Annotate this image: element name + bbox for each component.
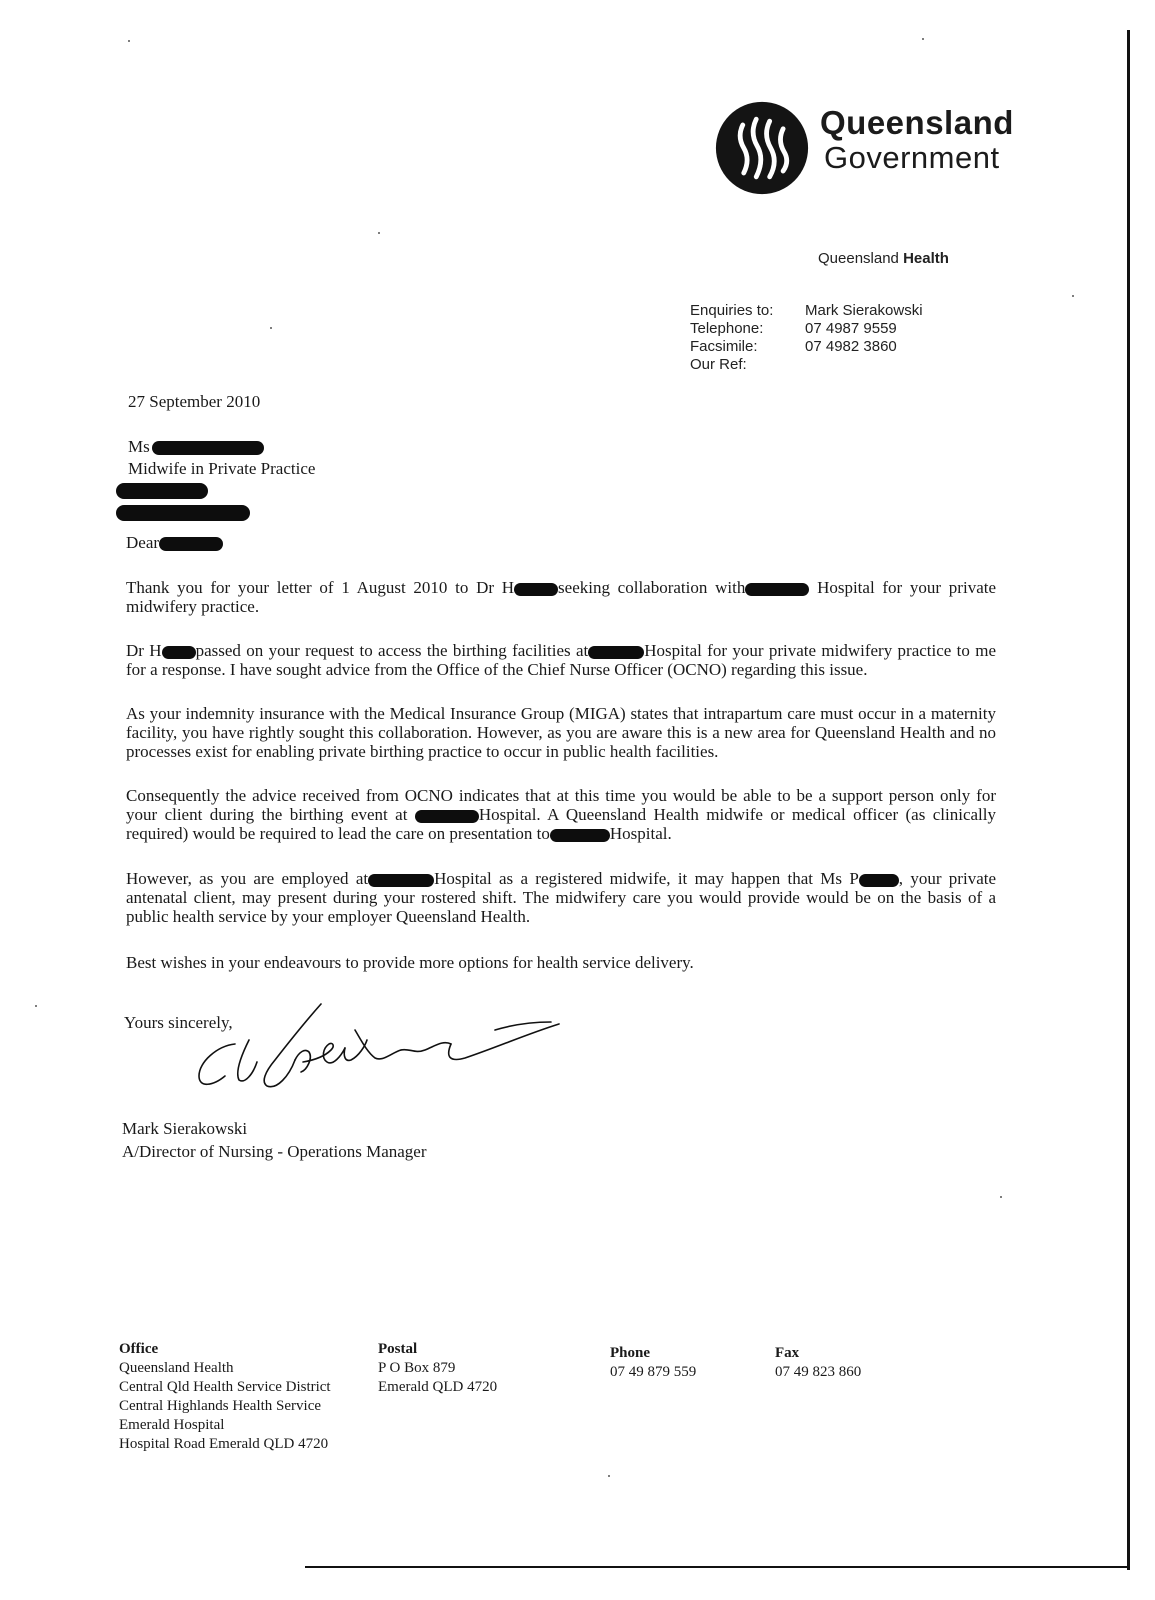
redaction-mark: [116, 505, 250, 521]
logo-wordmark-line2: Government: [824, 140, 1000, 175]
footer-phone-heading: Phone: [610, 1345, 651, 1361]
paragraph-5: [126, 869, 996, 926]
footer-postal: [378, 1340, 497, 1397]
redacted-address-line: [128, 502, 315, 524]
telephone-value: 07 4987 9559: [805, 320, 897, 337]
paragraph-5-text-b: Hospital as a registered midwife, it may happen that Ms P: [434, 869, 859, 888]
scan-speck: [608, 1475, 610, 1477]
paragraph-6-text: Best wishes in your endeavours to provide more options for health service delivery.: [126, 953, 694, 972]
scan-speck: [378, 232, 380, 234]
footer-postal-line: Emerald QLD 4720: [378, 1379, 498, 1395]
scan-speck: [270, 327, 272, 329]
signatory-block: [122, 1117, 427, 1163]
redaction-mark: [550, 829, 610, 842]
footer-postal-heading: Postal: [378, 1341, 418, 1357]
paragraph-1-text-c: Hospital for your private midwifery practice.: [126, 578, 997, 616]
footer-postal-line: P O Box 879: [378, 1360, 456, 1376]
redaction-mark: [159, 537, 223, 551]
recipient-address: [128, 436, 315, 524]
our-ref-label: Our Ref:: [690, 356, 747, 373]
greeting-line: [126, 533, 223, 553]
paragraph-6: [126, 953, 996, 972]
footer-office-line: Queensland Health: [119, 1360, 234, 1376]
department-name: [818, 250, 949, 267]
footer-office-line: Central Highlands Health Service: [119, 1398, 322, 1414]
paragraph-5-text-a: However, as you are employed at: [126, 869, 369, 888]
paragraph-4-text-a: Consequently the advice received from OCNO indicates that at this time you would be able to be a support person only for your client during the birthing event at: [126, 786, 996, 824]
department-prefix: Queensland: [818, 250, 899, 267]
scan-speck: [1000, 1196, 1002, 1198]
recipient-title: Ms: [128, 437, 150, 456]
department-suffix: Health: [903, 250, 949, 267]
queensland-government-logo-icon: [714, 100, 810, 196]
handwritten-signature-icon: [195, 1000, 565, 1115]
redaction-mark: [514, 583, 558, 596]
paragraph-3-text: As your indemnity insurance with the Medical Insurance Group (MIGA) states that intrapartum care must occur in a maternity facility, you have rightly sought this collaboration. However, as you are aware this is a new area for Queensland Health and no processes exist for enabling private birthing practice to occur in public health facilities.: [126, 704, 996, 761]
scan-edge-right: [1127, 30, 1130, 1570]
scan-speck: [35, 1005, 37, 1007]
paragraph-1: [126, 578, 996, 616]
enquiries-row: [690, 302, 923, 320]
enquiries-label: Enquiries to:: [690, 302, 774, 319]
facsimile-row: [690, 338, 923, 356]
redacted-address-line: [128, 480, 315, 502]
recipient-role: Midwife in Private Practice: [128, 459, 316, 478]
scan-edge-bottom: [305, 1566, 1130, 1568]
redaction-mark: [368, 874, 434, 887]
redaction-mark: [162, 646, 196, 659]
footer-office-line: Emerald Hospital: [119, 1417, 225, 1433]
redaction-mark: [859, 874, 899, 887]
footer-office-line: Central Qld Health Service District: [119, 1379, 331, 1395]
telephone-row: [690, 320, 923, 338]
greeting: Dear: [126, 533, 160, 552]
scan-speck: [922, 38, 924, 40]
signatory-title: A/Director of Nursing - Operations Manager: [122, 1142, 427, 1161]
footer-fax-value: 07 49 823 860: [775, 1364, 862, 1380]
footer-fax: [775, 1344, 861, 1382]
redaction-mark: [588, 646, 644, 659]
paragraph-2-text-a: Dr H: [126, 641, 162, 660]
footer-office-line: Hospital Road Emerald QLD 4720: [119, 1436, 329, 1452]
logo-wordmark-line1: Queensland: [820, 104, 1014, 141]
paragraph-4-text-c: Hospital.: [609, 824, 672, 843]
facsimile-label: Facsimile:: [690, 338, 758, 355]
footer-phone: [610, 1344, 696, 1382]
redaction-mark: [152, 441, 264, 455]
paragraph-5-text-c: , your private antenatal client, may present during your rostered shift. The midwifery care you would provide would be on the basis of a public health service by your employer Queensland Health.: [126, 869, 997, 926]
facsimile-value: 07 4982 3860: [805, 338, 897, 355]
scan-speck: [128, 40, 130, 42]
paragraph-2-text-c: Hospital for your private midwifery practice to me for a response. I have sought advice from the Office of the Chief Nurse Officer (OCNO) regarding this issue.: [126, 641, 996, 679]
paragraph-4-text-b: Hospital. A Queensland Health midwife or medical officer (as clinically required) would be required to lead the care on presentation to: [126, 805, 996, 843]
our-ref-row: [690, 356, 923, 374]
closing: Yours sincerely,: [124, 1013, 233, 1032]
paragraph-1-text-a: Thank you for your letter of 1 August 2010 to Dr H: [126, 578, 515, 597]
paragraph-3: [126, 704, 996, 761]
signatory-name: Mark Sierakowski: [122, 1119, 248, 1138]
footer-office: [119, 1340, 331, 1454]
letter-date: 27 September 2010: [128, 392, 261, 411]
telephone-label: Telephone:: [690, 320, 764, 337]
redaction-mark: [415, 810, 479, 823]
enquiries-value: Mark Sierakowski: [805, 302, 923, 319]
paragraph-2-text-b: passed on your request to access the birthing facilities at: [195, 641, 589, 660]
paragraph-2: [126, 641, 996, 679]
redaction-mark: [116, 483, 208, 499]
redaction-mark: [745, 583, 809, 596]
recipient-name-line: [128, 436, 315, 458]
scan-speck: [1072, 295, 1074, 297]
footer-fax-heading: Fax: [775, 1345, 800, 1361]
enquiries-block: [690, 302, 923, 374]
paragraph-1-text-b: seeking collaboration with: [558, 578, 746, 597]
footer-office-heading: Office: [119, 1341, 159, 1357]
paragraph-4: [126, 786, 996, 843]
footer-phone-value: 07 49 879 559: [610, 1364, 697, 1380]
